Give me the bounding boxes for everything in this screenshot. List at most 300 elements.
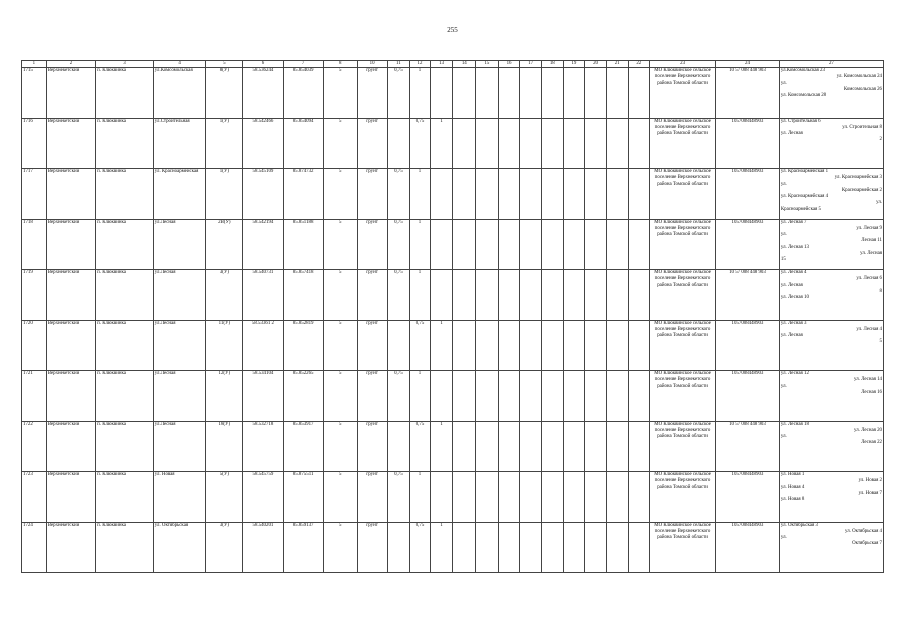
column-header: 4	[153, 61, 206, 68]
column-header: 19	[563, 61, 585, 68]
address-line: ул.	[780, 434, 787, 440]
column-header: 27	[779, 61, 883, 68]
column-header: 17	[520, 61, 542, 68]
cell-district: Верхнекетский	[46, 522, 95, 573]
cell-addresses	[779, 219, 883, 270]
column-header: 15	[476, 61, 499, 68]
cell-empty	[542, 270, 564, 321]
cell-empty	[476, 169, 499, 220]
cell-num: 1718	[22, 219, 47, 270]
cell-street: ул.Лесная	[153, 219, 206, 270]
cell-addresses	[779, 118, 883, 169]
cell-c13	[453, 118, 476, 169]
cell-house: 12(У)	[206, 371, 243, 422]
cell-lon: 85.874732	[283, 169, 323, 220]
cell-settlement: п. Клюквинка	[96, 219, 154, 270]
cell-num: 1723	[22, 472, 47, 523]
cell-num: 1720	[22, 320, 47, 371]
address-line: ул. Красноармейская 3	[834, 175, 882, 181]
cell-lon: 85.854094	[283, 118, 323, 169]
cell-c13	[453, 169, 476, 220]
cell-num: 1721	[22, 371, 47, 422]
cell-municipality: МО Клюквинское сельское поселение Верхнекетского района Томской области	[650, 169, 716, 220]
cell-empty	[606, 68, 628, 119]
cell-street: ул.Лесная	[153, 371, 206, 422]
cell-c11: 1	[410, 270, 431, 321]
column-header: 23	[650, 61, 716, 68]
cell-empty	[585, 320, 607, 371]
cell-empty	[606, 320, 628, 371]
table-row	[22, 270, 884, 321]
cell-c12: 1	[430, 522, 453, 573]
cell-lon: 85.854039	[283, 68, 323, 119]
column-header: 16	[498, 61, 520, 68]
cell-empty	[563, 371, 585, 422]
cell-municipality: МО Клюквинское сельское поселение Верхнекетского района Томской области	[650, 421, 716, 472]
cell-c10	[387, 421, 410, 472]
cell-municipality: МО Клюквинское сельское поселение Верхнекетского района Томской области	[650, 118, 716, 169]
address-line: 2	[879, 137, 882, 143]
table-row	[22, 421, 884, 472]
column-header: 20	[585, 61, 607, 68]
address-line: ул. Лесная	[780, 131, 803, 137]
cell-okato: 1057008448903	[716, 118, 780, 169]
cell-lat: 58.542194	[243, 219, 283, 270]
cell-width: 5	[323, 371, 357, 422]
cell-district: Верхнекетский	[46, 118, 95, 169]
cell-c13	[453, 320, 476, 371]
cell-c10: 0,75	[387, 169, 410, 220]
cell-municipality: МО Клюквинское сельское поселение Верхнекетского района Томской области	[650, 68, 716, 119]
cell-house: 18(У)	[206, 421, 243, 472]
cell-addresses	[779, 472, 883, 523]
cell-empty	[498, 421, 520, 472]
cell-empty	[563, 522, 585, 573]
address-line: ул.	[780, 232, 787, 238]
cell-num: 1722	[22, 421, 47, 472]
cell-addresses	[779, 522, 883, 573]
cell-municipality: МО Клюквинское сельское поселение Верхнекетского района Томской области	[650, 320, 716, 371]
column-header: 12	[410, 61, 431, 68]
cell-empty	[563, 219, 585, 270]
cell-c11: 1	[410, 371, 431, 422]
cell-lon: 85.859137	[283, 522, 323, 573]
cell-c10: 0,75	[387, 371, 410, 422]
cell-width: 5	[323, 472, 357, 523]
address-line: ул. Лесная 14	[853, 377, 882, 383]
cell-empty	[585, 472, 607, 523]
column-header: 1	[22, 61, 47, 68]
cell-settlement: п. Клюквинка	[96, 421, 154, 472]
cell-empty	[498, 522, 520, 573]
cell-empty	[520, 118, 542, 169]
address-line: ул. Октябрьская 3	[780, 522, 818, 528]
cell-empty	[628, 68, 650, 119]
cell-lon: 85.852819	[283, 320, 323, 371]
cell-c13	[453, 522, 476, 573]
cell-surface: грунт	[357, 68, 387, 119]
cell-settlement: п. Клюквинка	[96, 68, 154, 119]
cell-surface: грунт	[357, 472, 387, 523]
address-line: ул. Октябрьская 4	[844, 528, 882, 534]
column-header: 24	[716, 61, 780, 68]
table-row	[22, 219, 884, 270]
cell-c10	[387, 320, 410, 371]
cell-street: ул. Новая	[153, 472, 206, 523]
cell-empty	[585, 371, 607, 422]
cell-num: 1715	[22, 68, 47, 119]
cell-empty	[585, 68, 607, 119]
address-line: 5	[879, 339, 882, 345]
cell-surface: грунт	[357, 118, 387, 169]
address-line: ул. Лесная 4	[780, 270, 807, 275]
cell-empty	[606, 472, 628, 523]
column-header: 2	[46, 61, 95, 68]
cell-addresses	[779, 371, 883, 422]
cell-street: ул.Строительная	[153, 118, 206, 169]
cell-empty	[563, 421, 585, 472]
cell-surface: грунт	[357, 270, 387, 321]
cell-okato: 1057008448903	[716, 219, 780, 270]
cell-c12	[430, 472, 453, 523]
cell-settlement: п. Клюквинка	[96, 270, 154, 321]
cell-addresses	[779, 270, 883, 321]
cell-house: 3(У)	[206, 522, 243, 573]
page-number: 255	[447, 26, 458, 34]
address-line: ул. Новая 2	[858, 478, 882, 484]
cell-empty	[498, 472, 520, 523]
cell-c11: 0,75	[410, 118, 431, 169]
cell-c10: 0,75	[387, 472, 410, 523]
cell-house: 8(У)	[206, 68, 243, 119]
address-line: ул. Лесная 12	[780, 371, 809, 376]
cell-okato: 1057008448903	[716, 169, 780, 220]
table-row	[22, 118, 884, 169]
cell-empty	[628, 270, 650, 321]
cell-empty	[563, 270, 585, 321]
cell-municipality: МО Клюквинское сельское поселение Верхнекетского района Томской области	[650, 270, 716, 321]
cell-width: 5	[323, 68, 357, 119]
address-line: ул.Комсомольская 23	[780, 68, 825, 73]
cell-c12	[430, 270, 453, 321]
address-line: 15	[780, 257, 786, 263]
cell-lat: 58.534104	[243, 371, 283, 422]
cell-empty	[563, 68, 585, 119]
table-row	[22, 371, 884, 422]
address-line: Лесная 11	[861, 238, 882, 244]
cell-empty	[520, 371, 542, 422]
column-header: 22	[628, 61, 650, 68]
cell-empty	[498, 169, 520, 220]
cell-empty	[606, 371, 628, 422]
cell-empty	[520, 68, 542, 119]
cell-empty	[476, 320, 499, 371]
cell-empty	[628, 118, 650, 169]
cell-empty	[628, 169, 650, 220]
cell-num: 1724	[22, 522, 47, 573]
cell-surface: грунт	[357, 169, 387, 220]
cell-street: ул.Комсомольская	[153, 68, 206, 119]
address-line: Красноармейская 5	[780, 206, 821, 212]
address-line: ул. Лесная	[860, 250, 882, 256]
cell-lon: 85.857418	[283, 270, 323, 321]
cell-empty	[520, 219, 542, 270]
cell-district: Верхнекетский	[46, 68, 95, 119]
cell-lon: 85.853917	[283, 421, 323, 472]
address-line: ул. Красноармейская 4	[780, 194, 829, 200]
cell-street: ул. Красноармейская	[153, 169, 206, 220]
cell-empty	[498, 371, 520, 422]
address-line: Лесная 16	[861, 389, 882, 395]
cell-surface: грунт	[357, 219, 387, 270]
cell-okato: 1057008448903	[716, 371, 780, 422]
cell-municipality: МО Клюквинское сельское поселение Верхнекетского района Томской области	[650, 472, 716, 523]
cell-lat: 58.545759	[243, 472, 283, 523]
address-line: ул. Лесная 13	[780, 244, 809, 250]
cell-district: Верхнекетский	[46, 421, 95, 472]
address-line: ул. Лесная 9	[856, 225, 882, 231]
cell-house: 5(У)	[206, 472, 243, 523]
cell-lon: 85.851188	[283, 219, 323, 270]
cell-empty	[542, 169, 564, 220]
cell-lat: 58.532718	[243, 421, 283, 472]
cell-c13	[453, 68, 476, 119]
cell-surface: грунт	[357, 522, 387, 573]
address-line: ул.	[780, 535, 787, 541]
column-header: 3	[96, 61, 154, 68]
cell-lat: 58.536244	[243, 68, 283, 119]
address-line: ул.	[876, 200, 882, 206]
cell-c13	[453, 270, 476, 321]
address-line: ул. Лесная 10	[780, 295, 809, 301]
cell-street: ул.Лесная	[153, 320, 206, 371]
cell-c11: 0,75	[410, 522, 431, 573]
cell-settlement: п. Клюквинка	[96, 118, 154, 169]
cell-district: Верхнекетский	[46, 472, 95, 523]
address-line: ул. Лесная 6	[856, 276, 882, 282]
table-row	[22, 522, 884, 573]
address-line: ул. Лесная 20	[853, 427, 882, 433]
cell-empty	[476, 68, 499, 119]
address-line: ул. Новая 7	[858, 490, 882, 496]
cell-width: 5	[323, 118, 357, 169]
address-line: Октябрьская 7	[852, 541, 882, 547]
column-header: 6	[243, 61, 283, 68]
address-line: ул. Комсомольская 28	[780, 93, 827, 99]
cell-width: 5	[323, 320, 357, 371]
cell-c13	[453, 421, 476, 472]
cell-house: 2В(У)	[206, 219, 243, 270]
cell-num: 1719	[22, 270, 47, 321]
column-header: 11	[387, 61, 410, 68]
column-header: 13	[430, 61, 453, 68]
cell-num: 1716	[22, 118, 47, 169]
cell-addresses	[779, 320, 883, 371]
cell-c12	[430, 219, 453, 270]
cell-empty	[542, 472, 564, 523]
cell-c10	[387, 522, 410, 573]
address-line: Лесная 22	[861, 440, 882, 446]
cell-empty	[585, 270, 607, 321]
address-line: ул. Лесная	[780, 282, 803, 288]
cell-c13	[453, 219, 476, 270]
address-line: ул.	[780, 181, 787, 187]
cell-empty	[498, 270, 520, 321]
cell-okato: 1057008448903	[716, 320, 780, 371]
column-header: 7	[283, 61, 323, 68]
address-line: ул. Лесная 7	[780, 219, 807, 225]
cell-surface: грунт	[357, 320, 387, 371]
header-row	[22, 61, 884, 68]
address-line: ул. Лесная	[780, 333, 803, 339]
address-line: ул. Лесная 3	[780, 320, 807, 326]
cell-width: 5	[323, 169, 357, 220]
cell-empty	[628, 320, 650, 371]
address-line: ул. Строительная 6	[780, 118, 821, 124]
cell-empty	[606, 421, 628, 472]
cell-municipality: МО Клюквинское сельское поселение Верхнекетского района Томской области	[650, 371, 716, 422]
cell-empty	[585, 522, 607, 573]
cell-c12	[430, 169, 453, 220]
cell-empty	[498, 68, 520, 119]
address-line: ул.	[780, 80, 787, 86]
cell-empty	[606, 270, 628, 321]
table-row	[22, 68, 884, 119]
cell-settlement: п. Клюквинка	[96, 522, 154, 573]
cell-settlement: п. Клюквинка	[96, 169, 154, 220]
column-header: 21	[606, 61, 628, 68]
cell-empty	[520, 320, 542, 371]
address-line: ул.	[780, 383, 787, 389]
cell-empty	[606, 219, 628, 270]
cell-empty	[542, 421, 564, 472]
cell-street: ул.Лесная	[153, 270, 206, 321]
cell-empty	[476, 118, 499, 169]
address-line: ул. Красноармейская 1	[780, 169, 829, 174]
table-row	[22, 169, 884, 220]
cell-empty	[476, 219, 499, 270]
cell-district: Верхнекетский	[46, 371, 95, 422]
cell-house: 1(У)	[206, 169, 243, 220]
cell-empty	[542, 118, 564, 169]
cell-empty	[476, 522, 499, 573]
table-row	[22, 472, 884, 523]
cell-empty	[585, 118, 607, 169]
cell-lat: 58.545109	[243, 169, 283, 220]
cell-empty	[542, 320, 564, 371]
cell-width: 5	[323, 421, 357, 472]
cell-lat: 58.542466	[243, 118, 283, 169]
cell-c10: 0,75	[387, 68, 410, 119]
cell-street: ул.Лесная	[153, 421, 206, 472]
column-header: 18	[542, 61, 564, 68]
cell-empty	[585, 421, 607, 472]
cell-empty	[498, 219, 520, 270]
cell-surface: грунт	[357, 421, 387, 472]
cell-c11: 1	[410, 219, 431, 270]
cell-okato: 1057008448903	[716, 522, 780, 573]
cell-okato: 10 57 008 448 903	[716, 270, 780, 321]
cell-empty	[563, 118, 585, 169]
cell-empty	[476, 270, 499, 321]
roads-table	[21, 60, 884, 573]
column-header: 14	[453, 61, 476, 68]
cell-empty	[606, 522, 628, 573]
cell-empty	[563, 320, 585, 371]
cell-empty	[520, 169, 542, 220]
cell-okato: 1057008448903	[716, 472, 780, 523]
cell-surface: грунт	[357, 371, 387, 422]
cell-empty	[585, 219, 607, 270]
table-row	[22, 320, 884, 371]
cell-width: 5	[323, 522, 357, 573]
address-line: ул. Строительная 8	[842, 124, 882, 130]
cell-c13	[453, 472, 476, 523]
cell-district: Верхнекетский	[46, 320, 95, 371]
cell-okato: 10 57 008 448 903	[716, 421, 780, 472]
cell-c12	[430, 68, 453, 119]
cell-settlement: п. Клюквинка	[96, 371, 154, 422]
cell-c12: 1	[430, 421, 453, 472]
cell-settlement: п. Клюквинка	[96, 320, 154, 371]
cell-empty	[542, 68, 564, 119]
cell-empty	[628, 472, 650, 523]
cell-c12: 1	[430, 118, 453, 169]
cell-empty	[606, 118, 628, 169]
cell-lat: 58.540731	[243, 270, 283, 321]
cell-empty	[476, 371, 499, 422]
cell-empty	[542, 371, 564, 422]
cell-c13	[453, 371, 476, 422]
cell-c10: 0,75	[387, 270, 410, 321]
cell-num: 1717	[22, 169, 47, 220]
cell-municipality: МО Клюквинское сельское поселение Верхнекетского района Томской области	[650, 522, 716, 573]
cell-empty	[520, 472, 542, 523]
cell-c11: 0,75	[410, 421, 431, 472]
cell-c11: 1	[410, 472, 431, 523]
address-line: ул. Новая 8	[780, 497, 805, 503]
cell-empty	[476, 472, 499, 523]
cell-c12: 1	[430, 320, 453, 371]
cell-c11: 1	[410, 68, 431, 119]
cell-addresses	[779, 169, 883, 220]
cell-empty	[520, 522, 542, 573]
cell-empty	[585, 169, 607, 220]
cell-house: 3(У)	[206, 270, 243, 321]
cell-house: 11(У)	[206, 320, 243, 371]
address-line: ул. Комсомольская 24	[836, 74, 882, 80]
cell-empty	[520, 270, 542, 321]
cell-empty	[628, 371, 650, 422]
cell-addresses	[779, 421, 883, 472]
cell-house: 1(У)	[206, 118, 243, 169]
cell-lat: 58.53361 2	[243, 320, 283, 371]
cell-width: 5	[323, 270, 357, 321]
column-header: 5	[206, 61, 243, 68]
cell-empty	[520, 421, 542, 472]
cell-lat: 58.540201	[243, 522, 283, 573]
address-line: ул. Лесная 18	[780, 421, 809, 427]
cell-c10	[387, 118, 410, 169]
address-line: 8	[879, 288, 882, 294]
address-line: ул. Новая 4	[780, 484, 805, 490]
cell-empty	[628, 421, 650, 472]
cell-empty	[542, 522, 564, 573]
address-line: ул. Лесная 4	[856, 326, 882, 332]
cell-lon: 85.875511	[283, 472, 323, 523]
address-line: Красноармейская 2	[841, 187, 882, 193]
cell-c12	[430, 371, 453, 422]
